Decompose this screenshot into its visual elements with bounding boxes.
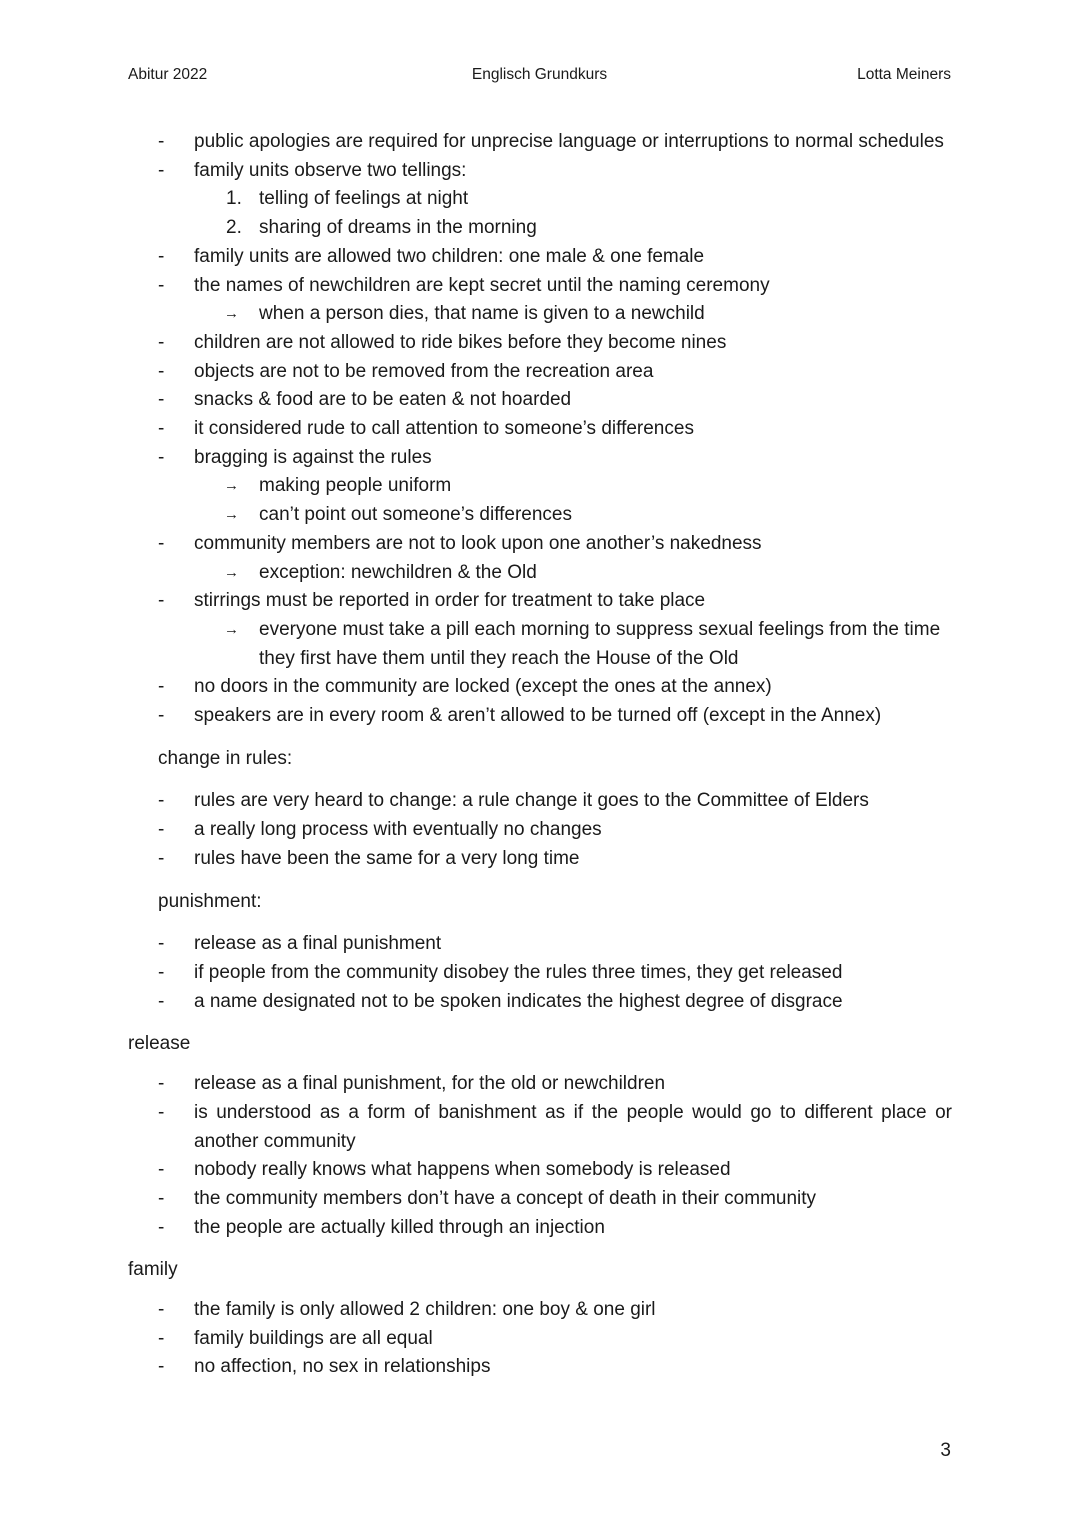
list-item: - nobody really knows what happens when somebody is released (158, 1159, 731, 1181)
list-item: - release as a final punishment, for the old or newchildren (158, 1073, 666, 1095)
list-item: - snacks & food are to be eaten & not hoarded (158, 389, 572, 411)
list-item: - family units are allowed two children: one male & one female (158, 245, 705, 267)
numbered-item: 1. telling of feelings at night (226, 188, 469, 210)
header-right: Lotta Meiners (857, 66, 951, 83)
list-item: - public apologies are required for unprecise language or interruptions to normal schedules (158, 131, 944, 152)
arrow-icon: → (224, 305, 239, 323)
list-item: - the names of newchildren are kept secret until the naming ceremony (158, 274, 770, 296)
list-item: - rules are very heard to change: a rule change it goes to the Committee of Elders (158, 790, 869, 812)
list-item: - if people from the community disobey the rules three times, they get released (158, 961, 843, 983)
arrow-icon: → (224, 620, 239, 638)
header-center: Englisch Grundkurs (471, 66, 608, 83)
list-item: - rules have been the same for a very long time (158, 847, 580, 869)
list-item: - bragging is against the rules (158, 446, 432, 468)
arrow-icon: → (224, 477, 239, 495)
list-item: - the family is only allowed 2 children: one boy & one girl (158, 1299, 656, 1321)
arrow-icon: → (224, 506, 239, 524)
page-content (128, 128, 952, 1382)
list-item: - community members are not to look upon one another’s nakedness (158, 532, 762, 554)
numbered-item: 2. sharing of dreams in the morning (226, 217, 537, 239)
header-left: Abitur 2022 (128, 66, 208, 83)
section-heading-family: family (128, 1259, 178, 1281)
list-item: - family units observe two tellings: (158, 159, 467, 181)
list-item: - the community members don’t have a concept of death in their community (158, 1187, 817, 1209)
list-item: - it considered rude to call attention to someone’s differences (158, 418, 694, 440)
arrow-item: → everyone must take a pill each morning to suppress sexual feelings from the time they first have them until they reach the House of the Old (128, 616, 952, 673)
list-item: - stirrings must be reported in order for treatment to take place (158, 590, 706, 612)
section-heading-punishment: punishment: (158, 890, 262, 912)
list-item: - family buildings are all equal (158, 1327, 433, 1349)
arrow-item: → when a person dies, that name is given to a newchild (128, 300, 952, 329)
section-heading-release: release (128, 1033, 191, 1055)
list-item: - no doors in the community are locked (except the ones at the annex) (158, 676, 772, 698)
arrow-item: → making people uniform (128, 472, 952, 501)
arrow-item: → can’t point out someone’s differences (128, 501, 952, 530)
list-item: - a really long process with eventually no changes (158, 819, 602, 841)
arrow-icon: → (224, 563, 239, 581)
list-item: - objects are not to be removed from the recreation area (158, 360, 654, 382)
page-header (128, 66, 951, 86)
arrow-item: → exception: newchildren & the Old (128, 559, 952, 588)
list-item: - a name designated not to be spoken indicates the highest degree of disgrace (158, 990, 843, 1012)
list-item: - children are not allowed to ride bikes before they become nines (158, 331, 727, 353)
list-item: - the people are actually killed through an injection (158, 1216, 605, 1238)
list-item: - release as a final punishment (158, 933, 442, 955)
page-number: 3 (940, 1440, 951, 1461)
list-item: - is understood as a form of banishment as if the people would go to different place or another community (158, 1101, 952, 1152)
list-item: - speakers are in every room & aren’t allowed to be turned off (except in the Annex) (158, 705, 882, 727)
list-item: - no affection, no sex in relationships (158, 1356, 491, 1378)
section-heading-change: change in rules: (158, 747, 293, 769)
